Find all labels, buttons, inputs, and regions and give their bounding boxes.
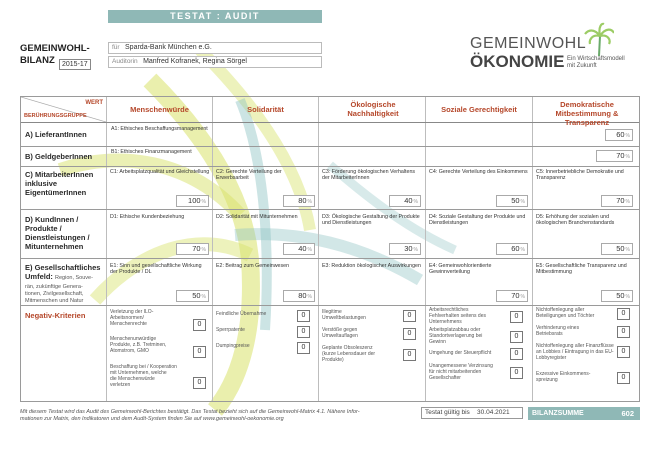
cell-title-e3: E3: Reduktion ökologischer Auswirkungen — [322, 263, 421, 269]
logo-line2: ÖKONOMIE — [470, 52, 565, 71]
row-label-a: A) LieferantInnen — [25, 130, 87, 139]
row-label-d-line2: Produkte / — [25, 224, 62, 233]
score-d3-value: 30 — [404, 244, 413, 253]
cell-title-d2: D2: Solidarität mit Mitunternehmen — [216, 214, 298, 220]
neg-c4-item-4 — [429, 363, 493, 381]
score-c5-value: 70 — [616, 196, 625, 205]
neg-c5-item-4-line2: spreizung — [536, 377, 558, 383]
neg-c5-item-3-line1: Nichtoffenlegung aller Finanzflüsse — [536, 343, 614, 349]
score-c5-unit: % — [625, 199, 630, 205]
cell-title-b1: B1: Ethisches Finanzmanagement — [111, 149, 192, 155]
neg-c3-item-3-line3: Produkte) — [322, 357, 344, 363]
logo-line1: GEMEINWOHL — [470, 35, 587, 52]
score-e1-value: 50 — [192, 291, 201, 300]
score-a1-value: 60 — [616, 130, 625, 139]
neg-c2-item-3: Dumpingpreise — [216, 343, 250, 349]
cell-title-c4: C4: Gerechte Verteilung des Einkommens — [429, 169, 528, 175]
neg-c3-item-3 — [322, 345, 375, 363]
gemeinwohl-matrix — [20, 96, 640, 402]
score-e2-value: 80 — [298, 291, 307, 300]
grid-divider — [212, 97, 213, 401]
neg-c1-item-3-line4: verletzen — [110, 382, 131, 388]
neg-c5-item-1 — [536, 307, 594, 319]
neg-c1-item-2-line3: Atomstrom, GMO — [110, 348, 149, 354]
neg-c3-item-2-line2: Umweltauflagen — [322, 333, 358, 339]
score-d2 — [283, 243, 315, 255]
neg-c1-item-2-value: 0 — [193, 346, 206, 358]
neg-c2-item-1-value: 0 — [297, 310, 310, 322]
neg-c4-item-4-line2: für nicht mitarbeitenden — [429, 369, 482, 375]
neg-c5-item-3-value: 0 — [617, 346, 630, 358]
neg-c4-item-1-line1: Arbeitsrechtliches — [429, 307, 469, 313]
neg-c1-item-3-line3: die Menschenwürde — [110, 376, 155, 382]
neg-c4-item-4-value: 0 — [510, 367, 523, 379]
neg-c1-item-3-line1: Beschaffung bei / Kooperation — [110, 364, 177, 370]
score-e1 — [176, 290, 209, 302]
neg-c1-item-1-value: 0 — [193, 319, 206, 331]
neg-c4-item-1-value: 0 — [510, 311, 523, 323]
bilanzsumme-bar — [528, 407, 640, 420]
neg-c4-item-2-line1: Arbeitsplatzabbau oder — [429, 327, 481, 333]
neg-c3-item-3-line1: Geplante Obsoleszenz — [322, 345, 373, 351]
row-label-b: B) GeldgeberInnen — [25, 152, 93, 161]
neg-c1-item-3 — [110, 364, 177, 388]
neg-c4-item-3-value: 0 — [510, 348, 523, 360]
column-header-demokratie: Demokratische Mitbestimmung & Transparenz — [555, 100, 619, 127]
row-label-e-sub2: rän, zukünftige Genera- — [25, 284, 83, 290]
neg-c2-item-1: Feindliche Übernahme — [216, 311, 267, 317]
score-e5-unit: % — [625, 294, 630, 300]
neg-c5-item-2-line2: Betriebsrats — [536, 331, 563, 337]
neg-c1-item-3-value: 0 — [193, 377, 206, 389]
valid-until-field — [421, 407, 523, 419]
score-c1-unit: % — [201, 199, 206, 205]
cell-title-c5: C5: Innerbetriebliche Demokratie und Transparenz — [536, 169, 624, 182]
score-d1 — [176, 243, 209, 255]
corner-header — [21, 97, 106, 122]
grid-divider — [21, 166, 639, 167]
row-label-e-sub3: tionen, Zivilgesellschaft, — [25, 291, 84, 297]
row-label-d-line4: Mitunternehmen — [25, 242, 84, 251]
grid-divider — [532, 97, 533, 401]
company-field-label: für — [112, 44, 120, 51]
row-label-c-line3: EigentümerInnen — [25, 188, 87, 197]
neg-c5-item-2-value: 0 — [617, 326, 630, 338]
row-label-d-line1: D) KundInnen / — [25, 215, 79, 224]
neg-c3-item-2-line1: Verstöße gegen — [322, 327, 358, 333]
neg-c5-item-3 — [536, 343, 616, 361]
neg-c3-item-1-line2: Umweltbelastungen — [322, 315, 366, 321]
score-e4-unit: % — [520, 294, 525, 300]
auditor-field-label: Auditorin — [112, 58, 138, 65]
cell-title-d4: D4: Soziale Gestaltung der Produkte und Dienstleistungen — [429, 214, 526, 227]
valid-until-date: 30.04.2021 — [477, 409, 510, 416]
grid-divider — [21, 305, 639, 306]
grid-divider — [318, 97, 319, 401]
neg-c1-item-1 — [110, 309, 153, 327]
score-e4-value: 70 — [511, 291, 520, 300]
auditors-value: Manfred Kofranek, Regina Sörgel — [143, 58, 247, 65]
neg-c5-item-1-value: 0 — [617, 308, 630, 320]
row-label-c-line1: C) MitarbeiterInnen — [25, 170, 94, 179]
score-e2-unit: % — [307, 294, 312, 300]
company-field — [108, 42, 322, 54]
score-a1 — [605, 129, 633, 141]
neg-c4-item-2-line3: Gewinn — [429, 339, 446, 345]
score-e1-unit: % — [201, 294, 206, 300]
logo-tagline-line2: mit Zukunft — [567, 63, 597, 69]
document-title-line2: BILANZ — [20, 55, 55, 66]
score-c3-unit: % — [413, 199, 418, 205]
neg-c1-item-1-line1: Verletzung der ILO- — [110, 309, 154, 315]
score-d5 — [601, 243, 633, 255]
score-c1 — [176, 195, 209, 207]
neg-c1-item-1-line2: Arbeitsnormen/ — [110, 315, 144, 321]
score-b1-value: 70 — [616, 151, 625, 160]
neg-c4-item-1-line2: Fehlverhalten seitens des — [429, 313, 486, 319]
score-c4-value: 50 — [511, 196, 520, 205]
score-d5-unit: % — [625, 247, 630, 253]
neg-c4-item-2-line2: Standortverlagerung bei — [429, 333, 483, 339]
neg-c5-item-2 — [536, 325, 579, 337]
neg-c4-item-4-line1: Unangemessene Verzinsung — [429, 363, 493, 369]
corner-group-label: BERÜHRUNGSGRUPPE — [24, 113, 87, 119]
row-label-e-sub1: Region, Souve- — [55, 275, 93, 281]
neg-c4-item-1-line3: Unternehmens — [429, 319, 462, 325]
score-d4 — [496, 243, 528, 255]
neg-c5-item-4 — [536, 371, 590, 383]
row-label-d-line3: Dienstleistungen / — [25, 233, 90, 242]
neg-c1-item-3-line2: mit Unternehmen, welche — [110, 370, 167, 376]
cell-title-c2: C2: Gerechte Verteilung der Erwerbsarbeit — [216, 169, 282, 182]
column-header-oekologie: Ökologische Nachhaltigkeit — [347, 100, 399, 118]
valid-until-label: Testat gültig bis — [425, 409, 470, 416]
score-c4-unit: % — [520, 199, 525, 205]
cell-title-d5: D5: Erhöhung der sozialen und ökologischen Branchenstandards — [536, 214, 615, 227]
neg-c5-item-2-line1: Verhinderung eines — [536, 325, 580, 331]
neg-c2-item-2-value: 0 — [297, 326, 310, 338]
grid-divider — [425, 97, 426, 401]
score-c3-value: 40 — [404, 196, 413, 205]
score-d4-value: 60 — [511, 244, 520, 253]
score-c2 — [283, 195, 315, 207]
neg-c5-item-3-line2: an Lobbies / Eintragung in das EU-Lobbyregister — [536, 349, 614, 361]
score-e5-value: 50 — [616, 291, 625, 300]
logo-tagline-line1: Ein Wirtschaftsmodell — [567, 56, 625, 62]
score-e4 — [496, 290, 528, 302]
footer-note-line2: mationen zur Matrix, den Indikatoren und dem Audit-System finden Sie auf www.gemeinwohl-oekonomie.org — [20, 416, 284, 422]
row-label-e — [25, 263, 100, 304]
score-d3 — [389, 243, 421, 255]
score-d3-unit: % — [413, 247, 418, 253]
row-label-e-sub4: Mitmenschen und Natur — [25, 298, 84, 304]
neg-c4-item-4-line3: Gesellschafter — [429, 375, 461, 381]
neg-c3-item-3-line2: (kurze Lebensdauer der — [322, 351, 376, 357]
neg-c1-item-1-line3: Menschenrechte — [110, 321, 147, 327]
neg-c5-item-4-line1: Exzessive Einkommens- — [536, 371, 591, 377]
neg-c4-item-2 — [429, 327, 482, 345]
neg-c5-item-4-value: 0 — [617, 372, 630, 384]
footer-note-line1: Mit diesem Testat wird das Audit des Gemeinwohl-Berichtes bestätigt. Das Testat bezieht sich auf die Gemeinwohl-Matrix 4.1. Nähere Infor- — [20, 409, 360, 415]
neg-c3-item-1 — [322, 309, 366, 321]
neg-c5-item-1-line2: Beteiligungen und Töchter — [536, 313, 595, 319]
column-header-menschenwuerde: Menschenwürde — [130, 105, 189, 114]
score-e2 — [283, 290, 315, 302]
score-c5 — [601, 195, 633, 207]
score-c1-value: 100 — [188, 196, 201, 205]
neg-c4-item-1 — [429, 307, 486, 325]
year-badge: 2015-17 — [59, 59, 91, 70]
bilanzsumme-value: 602 — [621, 409, 634, 418]
score-e5 — [601, 290, 633, 302]
neg-c3-item-1-line1: Illegitime — [322, 309, 342, 315]
score-c4 — [496, 195, 528, 207]
grid-divider — [106, 97, 107, 401]
score-d1-value: 70 — [192, 244, 201, 253]
score-d5-value: 50 — [616, 244, 625, 253]
neg-c1-item-2-line1: Menschenunwürdige — [110, 336, 157, 342]
score-c2-value: 80 — [298, 196, 307, 205]
cell-title-c1: C1: Arbeitsplatzqualität und Gleichstellung — [110, 169, 210, 175]
testat-title: TESTAT : AUDIT — [108, 10, 322, 23]
score-b1 — [596, 150, 633, 162]
neg-c5-item-1-line1: Nichtoffenlegung aller — [536, 307, 585, 313]
neg-c1-item-2 — [110, 336, 166, 354]
cell-title-c3: C3: Förderung ökologischen Verhaltens der MitarbeiterInnen — [322, 169, 416, 182]
cell-title-d1: D1: Ethische Kundenbeziehung — [110, 214, 185, 220]
palm-logo-icon — [584, 22, 614, 56]
neg-c3-item-2 — [322, 327, 358, 339]
auditor-field — [108, 56, 322, 68]
score-c2-unit: % — [307, 199, 312, 205]
row-label-e-line1: E) Gesellschaftliches — [25, 263, 101, 272]
row-label-e-line2: Umfeld: — [25, 272, 53, 281]
corner-wert-label: WERT — [85, 100, 103, 106]
score-d2-value: 40 — [298, 244, 307, 253]
cell-title-d3: D3: Ökologische Gestaltung der Produkte und Dienstleistungen — [322, 214, 420, 227]
cell-title-e1: E1: Sinn und gesellschaftliche Wirkung der Produkte / DL — [110, 263, 202, 276]
score-c3 — [389, 195, 421, 207]
grid-divider — [21, 258, 639, 259]
score-d1-unit: % — [201, 247, 206, 253]
footer-note — [20, 409, 400, 423]
score-d4-unit: % — [520, 247, 525, 253]
score-d2-unit: % — [307, 247, 312, 253]
row-label-d — [25, 215, 90, 251]
logo-tagline — [567, 56, 625, 70]
company-value: Sparda-Bank München e.G. — [125, 44, 212, 51]
bilanzsumme-label: BILANZSUMME — [532, 410, 584, 417]
row-label-c — [25, 170, 93, 197]
document-title-line1: GEMEINWOHL- — [20, 43, 90, 54]
column-header-solidaritaet: Solidarität — [247, 105, 284, 114]
negativ-kriterien-label: Negativ-Kriterien — [25, 311, 86, 320]
neg-c1-item-2-line2: Produkte, z.B. Tretminen, — [110, 342, 167, 348]
cell-title-e5: E5: Gesellschaftliche Transparenz und Mitbestimmung — [536, 263, 627, 276]
neg-c4-item-2-value: 0 — [510, 331, 523, 343]
row-label-c-line2: inklusive — [25, 179, 58, 188]
grid-divider — [21, 146, 639, 147]
neg-c2-item-3-value: 0 — [297, 342, 310, 354]
column-header-soziale-gerechtigkeit: Soziale Gerechtigkeit — [441, 105, 517, 114]
neg-c2-item-2: Sperrpatente — [216, 327, 245, 333]
cell-title-e2: E2: Beitrag zum Gemeinwesen — [216, 263, 290, 269]
cell-title-a1: A1: Ethisches Beschaffungsmanagement — [111, 126, 208, 132]
neg-c3-item-1-value: 0 — [403, 310, 416, 322]
neg-c3-item-2-value: 0 — [403, 328, 416, 340]
neg-c3-item-3-value: 0 — [403, 349, 416, 361]
cell-title-e4: E4: Gemeinwohlorientierte Gewinnverteilung — [429, 263, 492, 276]
score-a1-unit: % — [625, 133, 630, 139]
grid-divider — [21, 209, 639, 210]
neg-c4-item-3: Umgehung der Steuerpflicht — [429, 350, 492, 356]
score-b1-unit: % — [625, 154, 630, 160]
